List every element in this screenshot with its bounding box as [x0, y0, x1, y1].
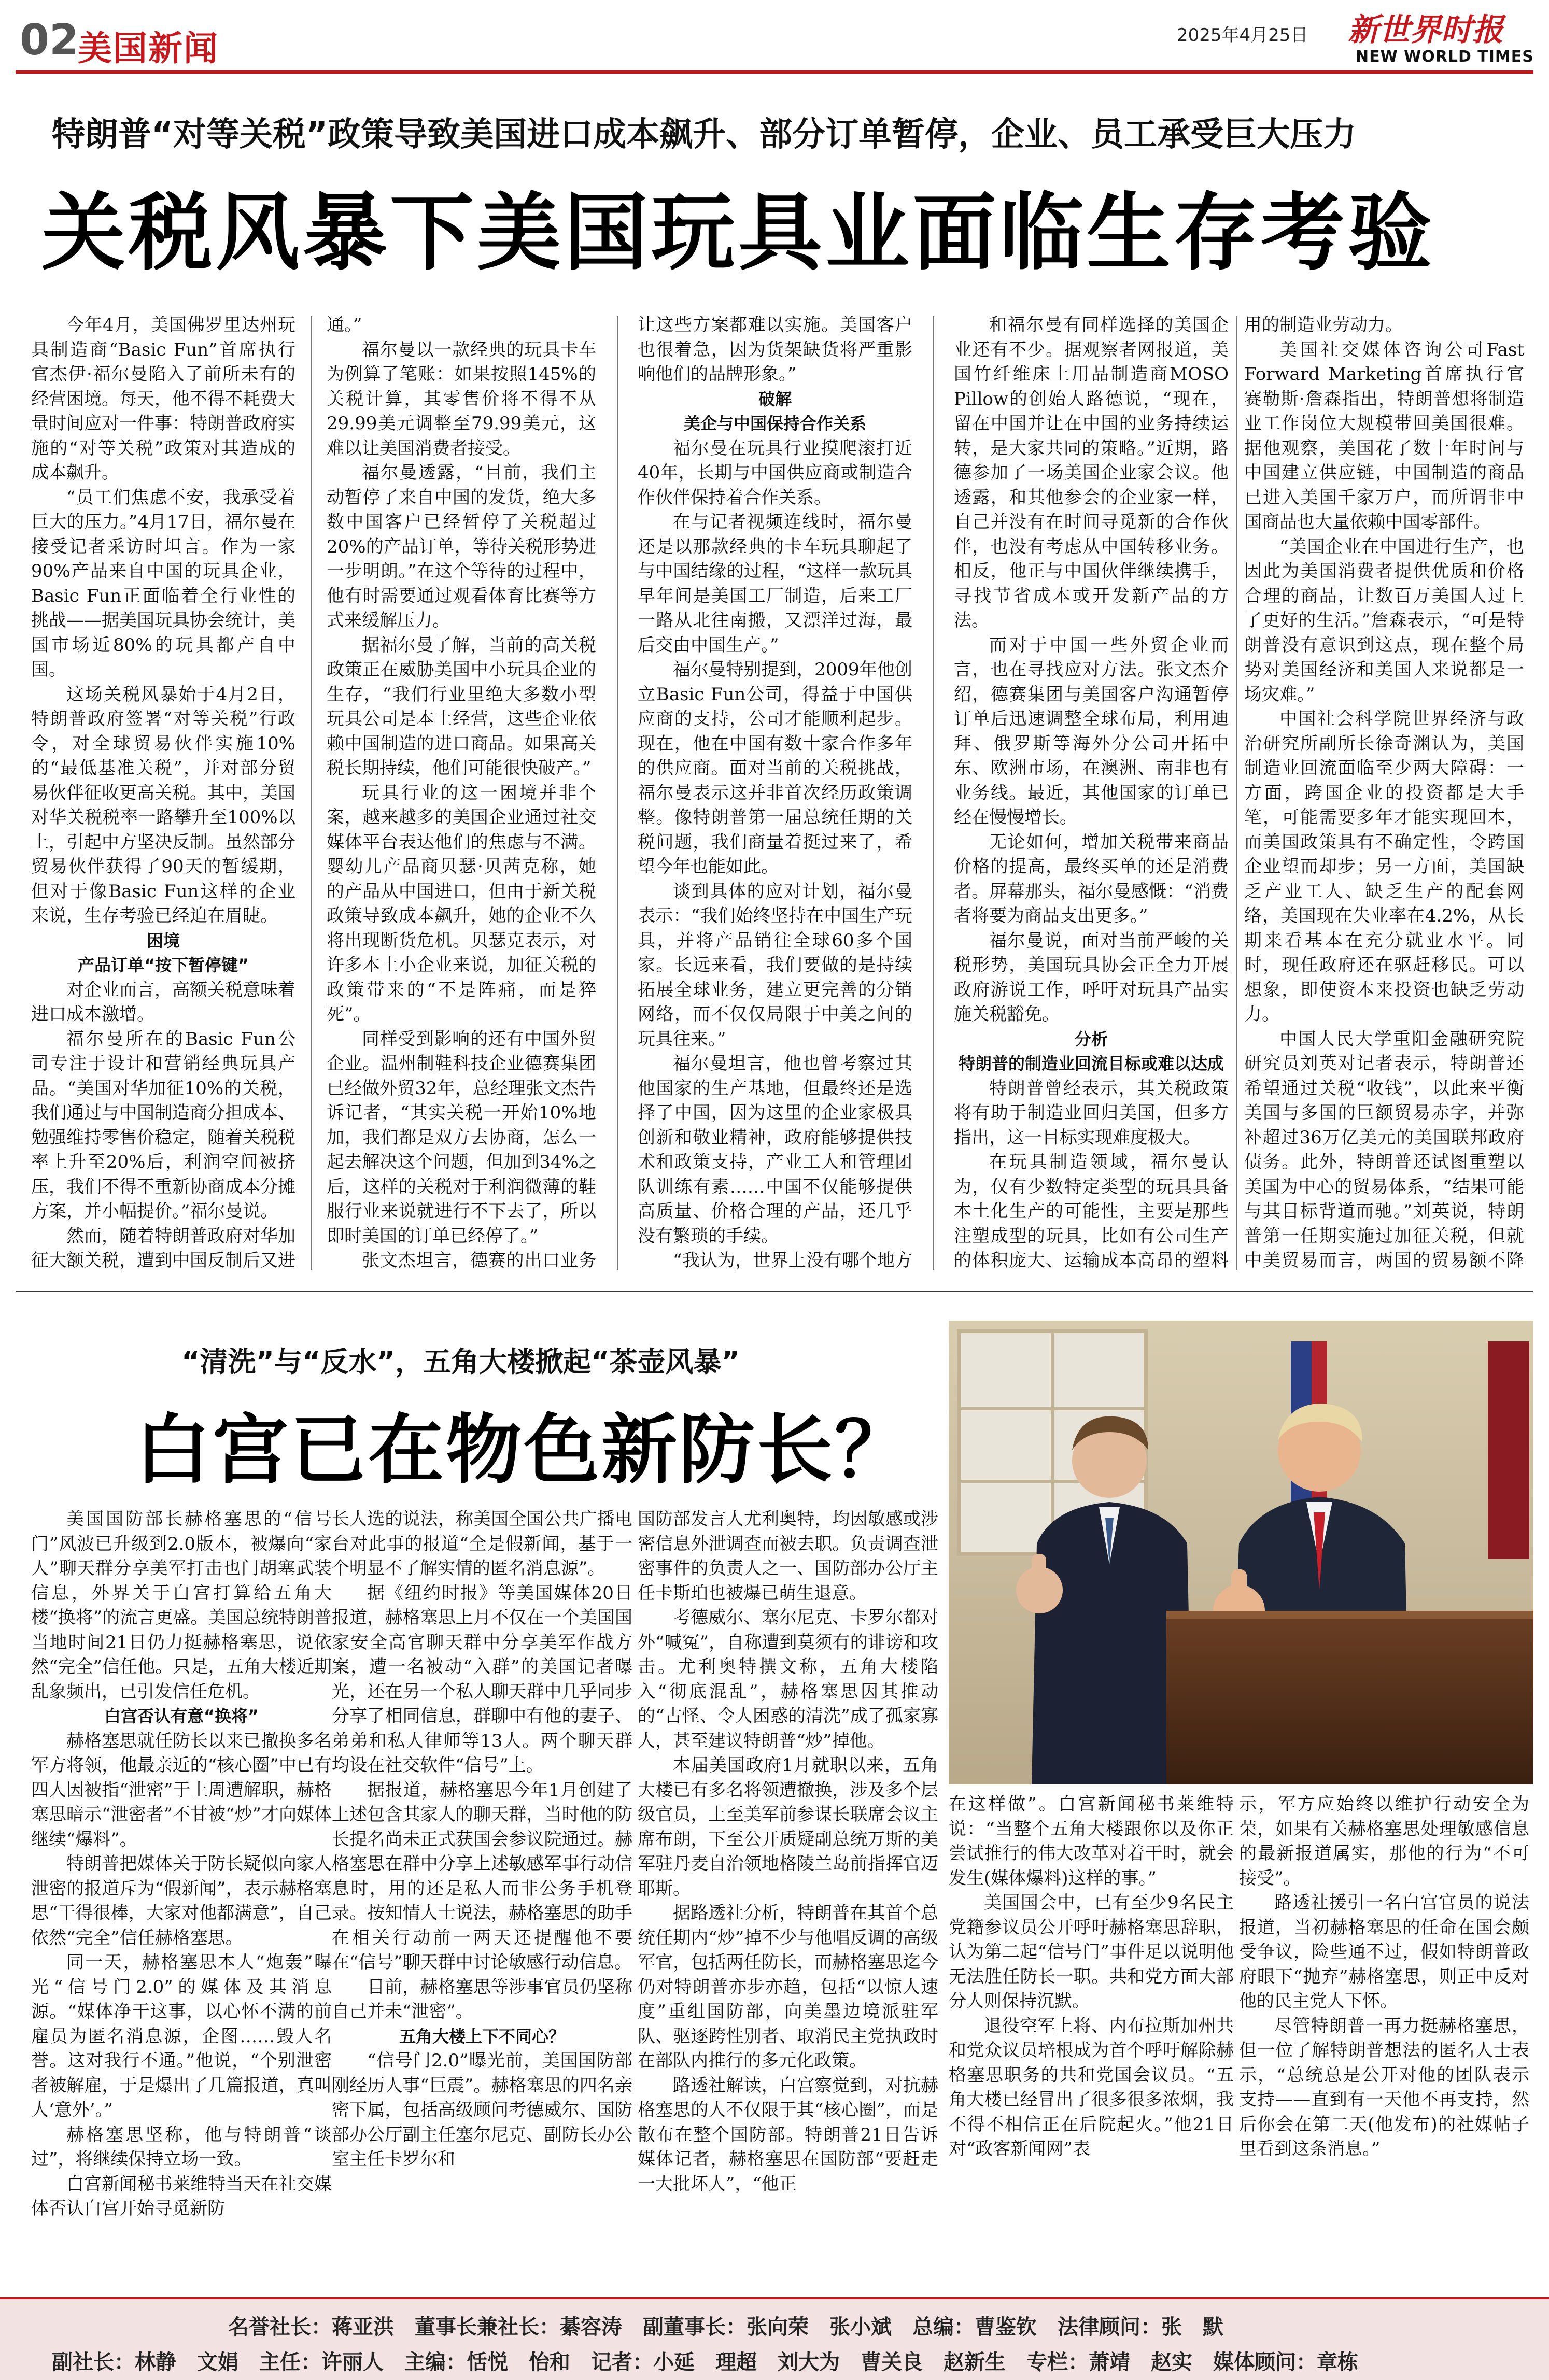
paragraph: 在与记者视频连线时，福尔曼还是以那款经典的卡车玩具聊起了与中国结缘的过程，“这样一款玩具早年间是美国工厂制造，后来工厂一路从北往南搬，又漂洋过海，最后交由中国生产。” — [638, 512, 912, 656]
paragraph: 据报道，赫格塞思今年1月创建了上述包含其家人的聊天群，当时他的防长提名尚未正式获国会参议院通过。赫格塞思在群中分享上述敏感军事行动信息时，用的还是私人而非公务手机登录。按知情人士说法，赫格塞思的助手在相关行动前一两天还提醒他不要在“信号”聊天群中讨论敏感行动信息。 — [332, 1779, 632, 1973]
paragraph: “我认为，世界上没有哪个地方 — [673, 1250, 912, 1271]
paragraph: 然而，随着特朗普政府对华加征大额关税，遭到中国反制后又进 — [31, 1225, 295, 1271]
article-divider — [16, 1291, 1533, 1292]
paragraph: 让这些方案都难以实施。美国客户也很着急，因为货架缺货将严重影响他们的品牌形象。” — [638, 315, 912, 385]
paragraph: 无论如何，增加关税带来商品价格的提高，最终买单的还是消费者。屏幕那头，福尔曼感慨：“消费者将要为商品支出更多。” — [954, 831, 1229, 926]
subhead: 白宫否认有意“换将” — [104, 1706, 259, 1726]
news-photo — [949, 1321, 1533, 1784]
paragraph: 美国国会中，已有至少9名民主党籍参议员公开呼吁赫格塞思辞职，认为第二起“信号门”事件足以说明他无法胜任防长一职。共和党方面大部分人则保持沉默。 — [949, 1892, 1234, 2011]
article1-column-5 — [1244, 313, 1524, 1274]
paragraph: 美国国防部长赫格塞思的“信号门”风波已升级到2.0版本，被爆向“家人”聊天群分享美军打击也门胡塞武装信息，外界关于白宫打算给五角大楼“换将”的流言更盛。美国总统特朗普当地时间21日仍力挺赫格塞思，说依然“完全”信任他。只是，五角大楼近期乱象频出，已引发信任危机。 — [31, 1509, 332, 1702]
paragraph: 中国社会科学院世界经济与政治研究所副所长徐奇渊认为，美国制造业回流面临至少两大障碍：一方面，跨国企业的投资都是大手笔，可能需要多年才能实现回本，而美国政策具有不确定性，令跨国企业望而却步；另一方面，美国缺乏产业工人、缺乏生产的配套网络，美国现在失业率在4.2%，从长期来看基本在充分就业水平。同时，现任政府还在驱赶移民。可以想象，即使资本来投资也缺乏劳动力。 — [1244, 709, 1524, 1025]
column-divider — [311, 316, 312, 1270]
paragraph: 玩具行业的这一困境并非个案，越来越多的美国企业通过社交媒体平台表达他们的焦虑与不满。婴幼儿产品商贝瑟·贝茜克称，她的产品从中国进口，但由于新关税政策导致成本飙升，她的企业不久将出现断货危机。贝瑟克表示，对许多本土小企业来说，加征关税的政策带来的“不是阵痛，而是猝死”。 — [327, 782, 596, 1025]
article1-headline: 关税风暴下美国玩具业面临生存考验 — [41, 183, 1435, 282]
paragraph: 路透社援引一名白宫官员的说法报道，当初赫格塞思的任命在国会颇受争议，险些通不过，假如特朗普政府眼下“抛弃”赫格塞思，则正中反对他的民主党人下怀。 — [1239, 1892, 1529, 2011]
subhead: 破解 — [758, 389, 792, 409]
subhead: 美企与中国保持合作关系 — [683, 414, 866, 433]
paragraph: 特朗普把媒体关于防长疑似向家人泄密的报道斥为“假新闻”，表示赫格塞思“干得很棒，大家对他都满意”，自己依然“完全”信任赫格塞思。 — [31, 1853, 332, 1948]
issue-date: 2025年4月25日 — [1177, 25, 1308, 46]
paragraph: “员工们焦虑不安，我承受着巨大的压力。”4月17日，福尔曼在接受记者采访时坦言。作为一家90%产品来自中国的玩具企业，Basic Fun正面临着全行业性的挑战——据美国玩具协会统计，美国市场近80%的玩具都产自中国。 — [31, 487, 295, 680]
paragraph: 同样受到影响的还有中国外贸企业。温州制鞋科技企业德赛集团已经做外贸32年，总经理张文杰告诉记者，“其实关税一开始10%地加，我们都是双方去协商，怎么一起去解决这个问题，但加到34%之后，这样的关税对于利润微薄的鞋服行业来说就进行不下去了，所以即时美国的订单已经停了。” — [327, 1028, 596, 1246]
paragraph: 长人选的说法，称美国全国公共广播电台对此事的报道“全是假新闻，基于一个明显不了解实情的匿名消息源”。 — [332, 1509, 632, 1579]
masthead-line: 副社长：林静 文娟 主任：许丽人 主编：恬悦 怡和 记者：小延 理超 刘大为 曹关良 赵新生 专栏：萧靖 赵实 媒体顾问：章栋 — [52, 2350, 1358, 2374]
subhead: 特朗普的制造业回流目标或难以达成 — [958, 1054, 1224, 1073]
article2-column-4 — [949, 1792, 1234, 2285]
article1-column-4 — [954, 313, 1229, 1274]
paragraph: “美国企业在中国进行生产，也因此为美国消费者提供优质和价格合理的商品，让数百万美国人过上了更好的生活。”詹森表示，“可是特朗普没有意识到这点，现在整个局势对美国经济和美国人来说都是一场灾难。” — [1244, 536, 1524, 705]
paragraph: 目前，赫格塞思等涉事官员仍坚称自己并未“泄密”。 — [332, 1976, 632, 2022]
masthead-line: 名誉社长：蒋亚洪 董事长兼社长：綦容涛 副董事长：张向荣 张小斌 总编：曹鉴钦 法律顾问：张 默 — [228, 2315, 1223, 2339]
paragraph: 白宫新闻秘书莱维特当天在社交媒体否认白宫开始寻觅新防 — [31, 2173, 332, 2219]
paragraph: 今年4月，美国佛罗里达州玩具制造商“Basic Fun”首席执行官杰伊·福尔曼陷入了前所未有的经营困境。每天，他不得不耗费大量时间应对一件事：特朗普政府实施的“对等关税”政策对其造成的成本飙升。 — [31, 315, 295, 483]
column-divider — [1236, 316, 1237, 1270]
paragraph: 通。” — [327, 315, 362, 335]
paragraph: 而对于中国一些外贸企业而言，也在寻找应对方法。张文杰介绍，德赛集团与美国客户沟通暂停订单后迅速调整全球布局，利用迪拜、俄罗斯等海外分公司开拓中东、欧洲市场，在澳洲、南非也有业务线。最近，其他国家的订单已经在慢慢增长。 — [954, 634, 1229, 828]
article2-column-5 — [1239, 1792, 1529, 2285]
paragraph: 这场关税风暴始于4月2日，特朗普政府签署“对等关税”行政令，对全球贸易伙伴实施10%的“最低基准关税”，并对部分贸易伙伴征收更高关税。其中，美国对华关税税率一路攀升至100%以上，引起中方坚决反制。虽然部分贸易伙伴获得了90天的暂缓期，但对于像Basic Fun这样的企业来说，生存考验已经迫在眉睫。 — [31, 684, 295, 926]
paragraph: 本届美国政府1月就职以来，五角大楼已有多名将领遭撤换，涉及多个层级官员，上至美军前参谋长联席会议主席布朗，下至公开质疑副总统万斯的美军驻丹麦自治领地格陵兰岛前指挥官迈耶斯。 — [638, 1755, 938, 1899]
paragraph: 对企业而言，高额关税意味着进口成本激增。 — [31, 979, 295, 1025]
paragraph: 福尔曼坦言，他也曾考察过其他国家的生产基地，但最终还是选择了中国，因为这里的企业家极具创新和敬业精神，政府能够提供技术和政策支持，产业工人和管理团队训练有素……中国不仅能够提供高质量、价格合理的产品，还几乎没有繁琐的手续。 — [638, 1053, 912, 1246]
paragraph: 国防部发言人尤利奥特，均因敏感或涉密信息外泄调查而被去职。负责调查泄密事件的负责人之一、国防部办公厅主任卡斯珀也被爆已萌生退意。 — [638, 1509, 938, 1604]
paragraph: 同一天，赫格塞思本人“炮轰”曝光“信号门2.0”的媒体及其消息源。“媒体净干这事，以心怀不满的前雇员为匿名消息源，企图……毁人名誉。这对我行不通。”他说，“个别泄密者被解雇，于是爆出了几篇报道，真叫人‘意外’。” — [31, 1952, 332, 2120]
paragraph: 谈到具体的应对计划，福尔曼表示：“我们始终坚持在中国生产玩具，并将产品销往全球60多个国家。长远来看，我们要做的是持续拓展全球业务，建立更完善的分销网络，而不仅仅局限于中美之间的玩具往来。” — [638, 881, 912, 1050]
subhead: 困境 — [146, 930, 180, 951]
paragraph: 在这样做”。白宫新闻秘书莱维特说：“当整个五角大楼跟你以及你正尝试推行的伟大改革对着干时，就会发生(媒体爆料)这样的事。” — [949, 1794, 1234, 1889]
paragraph: 据路透社分析，特朗普在其首个总统任期内“炒”掉不少与他唱反调的高级军官，包括两任防长，而赫格塞思迄今仍对特朗普亦步亦趋，包括“以惊人速度”重组国防部，向美墨边境派驻军队、驱逐跨性别者、取消民主党执政时在部队内推行的多元化政策。 — [638, 1903, 938, 2071]
article1-kicker: 特朗普“对等关税”政策导致美国进口成本飙升、部分订单暂停，企业、员工承受巨大压力 — [52, 116, 1357, 154]
article2-column-2 — [332, 1507, 632, 2285]
paragraph: 路透社解读，白宫察觉到，对抗赫格塞思的人不仅限于其“核心圈”，而是散布在整个国防部。特朗普21日告诉媒体记者，赫格塞思在国防部“要赶走一大批坏人”，“他正 — [638, 2075, 938, 2194]
paragraph: 赫格塞思就任防长以来已撤换多名军方将领，他最亲近的“核心圈”中已有四人因被指“泄密”于上周遭解职，赫格塞思暗示“泄密者”不甘被“炒”才向媒体继续“爆料”。 — [31, 1730, 332, 1850]
paragraph: 福尔曼透露，“目前，我们主动暂停了来自中国的发货，绝大多数中国客户已经暂停了关税超过20%的产品订单，等待关税形势进一步明朗。”在这个等待的过程中，他有时需要通过观看体育比赛等方式来缓解压力。 — [327, 462, 596, 631]
masthead-footer — [0, 2297, 1549, 2380]
subhead: 五角大楼上下不同心？ — [399, 2026, 565, 2046]
paragraph: 美国社交媒体咨询公司Fast Forward Marketing首席执行官赛勒斯·詹森指出，特朗普想将制造业工作岗位大规模带回美国很难。据他观察，美国花了数十年时间与中国建立供应链，中国制造的商品已进入美国千家万户，而所谓非中国商品也大量依赖中国零部件。 — [1244, 339, 1524, 532]
paragraph: 特朗普曾经表示，其关税政策将有助于制造业回归美国，但多方指出，这一目标实现难度极大。 — [954, 1078, 1229, 1148]
paragraph: 福尔曼在玩具行业摸爬滚打近40年，长期与中国供应商或制造合作伙伴保持着合作关系。 — [638, 437, 912, 508]
paragraph: 福尔曼以一款经典的玩具卡车为例算了笔账：如果按照145%的关税计算，其零售价将不得不从29.99美元调整至79.99美元，这难以让美国消费者接受。 — [327, 339, 596, 459]
article1-column-1 — [31, 313, 295, 1274]
paragraph: “信号门2.0”曝光前，美国国防部刚经历人事“巨震”。赫格塞思的四名亲密下属，包括高级顾问考德威尔、国防部办公厅副主任塞尔尼克、副防长办公室主任卡罗尔和 — [332, 2050, 632, 2170]
paragraph: 据《纽约时报》等美国媒体20日报道，赫格塞思上月不仅在一个美国国家安全高官聊天群中分享美军作战方案，遭一名被动“入群”的美国记者曝光，还在另一个私人聊天群中几乎同步分享了相同信息，群聊中有他的妻子、弟弟和私人律师等13人。两个聊天群均设在社交软件“信号”上。 — [332, 1582, 632, 1776]
subhead: 产品订单“按下暂停键” — [77, 955, 249, 975]
paragraph: 张文杰坦言，德赛的出口业务 — [362, 1250, 596, 1271]
page-header — [0, 0, 1549, 78]
paragraph: 赫格塞思坚称，他与特朗普“谈过”，将继续保持立场一致。 — [31, 2124, 332, 2170]
article2-column-3 — [638, 1507, 938, 2285]
paragraph: 中国人民大学重阳金融研究院研究员刘英对记者表示，特朗普还希望通过关税“收钱”，以此来平衡美国与多国的巨额贸易赤字，并弥补超过36万亿美元的美国联邦政府债务。此外，特朗普还试图重塑以美国为中心的贸易体系，“结果可能与其目标背道而驰。”刘英说，特朗普第一任期实施过加征关税，但就中美贸易而言，两国的贸易额不降 — [1244, 1028, 1524, 1271]
paragraph: 在玩具制造领域，福尔曼认为，仅有少数特定类型的玩具具备本土化生产的可能性，主要是那些注塑成型的玩具，比如有公司生产的体积庞大、运输成本高昂的塑料 — [954, 1152, 1229, 1271]
paragraph: 尽管特朗普一再力挺赫格塞思，但一位了解特朗普想法的匿名人士表示，“总统总是公开对他的团队表示支持——直到有一天他不再支持，然后你会在第二天(他发布)的社媒帖子里看到这条消息。” — [1239, 2015, 1529, 2159]
paragraph: 福尔曼说，面对当前严峻的关税形势，美国玩具协会正全力开展政府游说工作，呼吁对玩具产品实施关税豁免。 — [954, 930, 1229, 1025]
article2-kicker: “清洗”与“反水”，五角大楼掀起“茶壶风暴” — [181, 1345, 740, 1378]
paragraph: 考德威尔、塞尔尼克、卡罗尔都对外“喊冤”，自称遭到莫须有的诽谤和攻击。尤利奥特撰文称，五角大楼陷入“彻底混乱”，赫格塞思因其推动的“古怪、令人困惑的清洗”成了孤家寡人，甚至建议特朗普“炒”掉他。 — [638, 1607, 938, 1751]
newspaper-logo: 新世界时报 — [1348, 12, 1503, 48]
paragraph: 福尔曼所在的Basic Fun公司专注于设计和营销经典玩具产品。“美国对华加征10%的关税，我们通过与中国制造商分担成本、勉强维持零售价稳定，随着关税税率上升至20%后，利润空间被挤压，我们不得不重新协商成本分摊方案，并小幅提价。”福尔曼说。 — [31, 1028, 295, 1222]
header-divider — [16, 70, 1533, 74]
paragraph: 用的制造业劳动力。 — [1244, 315, 1403, 335]
paragraph: 据福尔曼了解，当前的高关税政策正在威胁美国中小玩具企业的生存，“我们行业里绝大多数小型玩具公司是本土经营，这些企业依赖中国制造的进口商品。如果高关税长期持续，他们可能很快破产。” — [327, 634, 596, 778]
section-title: 美国新闻 — [78, 29, 219, 68]
article2-column-1 — [31, 1507, 332, 2285]
paragraph: 福尔曼特别提到，2009年他创立Basic Fun公司，得益于中国供应商的支持，公司才能顺利起步。现在，他在中国有数十家合作多年的供应商。面对当前的关税挑战，福尔曼表示这并非首次经历政策调整。像特朗普第一届总统任期的关税问题，我们商量着挺过来了，希望今年也能如此。 — [638, 659, 912, 877]
newspaper-name-en: NEW WORLD TIMES — [1356, 48, 1534, 66]
article2-headline: 白宫已在物色新防长？ — [135, 1406, 912, 1494]
article1-column-3 — [638, 313, 912, 1274]
paragraph: 示，军方应始终以维护行动安全为荣，如果有关赫格塞思处理敏感信息的最新报道属实，那他的行为“不可接受”。 — [1239, 1794, 1529, 1889]
article1-column-2 — [327, 313, 596, 1274]
subhead: 分析 — [1074, 1029, 1108, 1049]
paragraph: 退役空军上将、内布拉斯加州共和党众议员培根成为首个呼吁解除赫格塞思职务的共和党国会议员。“五角大楼已经冒出了很多很多浓烟，我不得不相信正在后院起火。”他21日对“政客新闻网”表 — [949, 2015, 1234, 2159]
column-divider — [617, 316, 618, 1270]
paragraph: 和福尔曼有同样选择的美国企业还有不少。据观察者网报道，美国竹纤维床上用品制造商MOSO Pillow的创始人路德说，“现在，留在中国并让在中国的业务持续运转，是大家共同的策略。”近期，路德参加了一场美国企业家会议。他透露，和其他参会的企业家一样，自己并没有在时间寻觅新的合作伙伴，也没有考虑从中国转移业务。相反，他正与中国伙伴继续携手，寻找节省成本或开发新产品的方法。 — [954, 315, 1229, 631]
page-number: 02 — [20, 16, 79, 65]
column-divider — [933, 316, 934, 1270]
